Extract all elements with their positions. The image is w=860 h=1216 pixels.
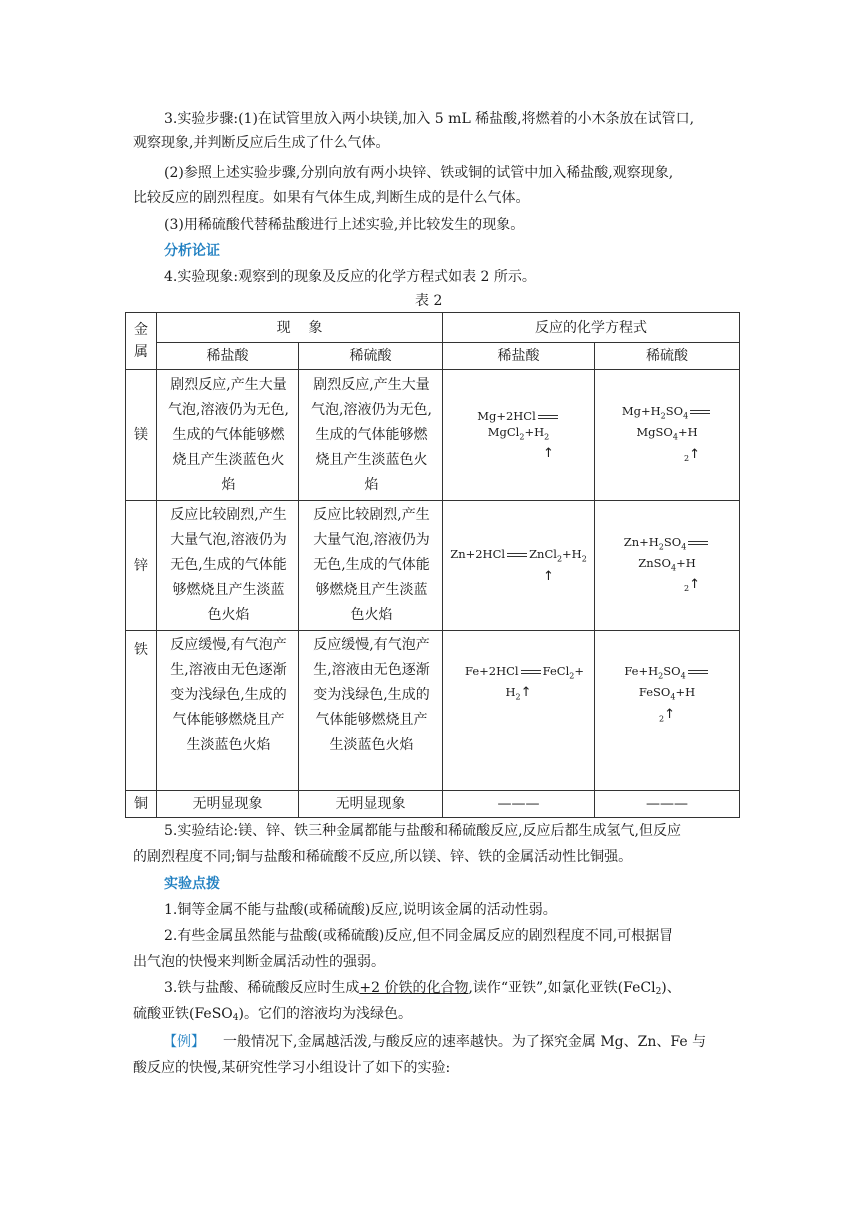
step5-line2: 的剧烈程度不同;铜与盐酸和稀硫酸不反应,所以镁、锌、铁的金属活动性比铜强。 <box>133 849 633 865</box>
subheader-h2so4-eq: 稀硫酸 <box>595 343 740 370</box>
step3-2-line2: 比较反应的剧烈程度。如果有气体生成,判断生成的是什么气体。 <box>133 190 530 206</box>
tip3-sub1: 2 <box>655 987 662 997</box>
h2so4-phenomenon: 剧烈反应,产生大量气泡,溶液仍为无色,生成的气体能够燃烧且产生淡蓝色火焰 <box>299 370 443 501</box>
table-row <box>126 501 740 631</box>
tip3-line2-b: )。它们的溶液均为浅绿色。 <box>238 1006 412 1022</box>
h2so4-equation: $Mg+H_2SO_4MgSO_4+H$ $_2$↑ <box>595 370 740 501</box>
step3-line2: 观察现象,并判断反应后生成了什么气体。 <box>133 135 390 151</box>
tip3-text-a: 3.铁与盐酸、稀硫酸反应时生成 <box>164 980 360 996</box>
example-tag: 【例】 <box>163 1034 205 1050</box>
table-row <box>126 791 740 818</box>
table-row <box>126 631 740 791</box>
hcl-phenomenon: 反应缓慢,有气泡产生,溶液由无色逐渐变为浅绿色,生成的气体能够燃烧且产生淡蓝色火焰 <box>157 631 299 791</box>
tip1: 1.铜等金属不能与盐酸(或稀硫酸)反应,说明该金属的活动性弱。 <box>164 902 557 918</box>
example-line1 <box>163 1031 706 1053</box>
hcl-equation: $Mg+2HClMgCl_2+H_2$ ↑ <box>443 370 595 501</box>
metal-cell: 铁 <box>126 631 157 791</box>
subheader-hcl: 稀盐酸 <box>157 343 299 370</box>
h2so4-equation: ——— <box>595 791 740 818</box>
hcl-phenomenon: 剧烈反应,产生大量气泡,溶液仍为无色,生成的气体能够燃烧且产生淡蓝色火焰 <box>157 370 299 501</box>
header-metal-char2: 属 <box>134 344 148 360</box>
tip3-text-c: )、 <box>661 980 681 996</box>
tip3-line2-a: 硫酸亚铁(FeSO <box>133 1006 233 1022</box>
step5-line1: 5.实验结论:镁、锌、铁三种金属都能与盐酸和稀硫酸反应,反应后都生成氢气,但反应 <box>164 823 681 839</box>
metal-cell: 铜 <box>126 791 157 818</box>
metal-cell: 镁 <box>126 370 157 501</box>
hcl-equation: Fe+2HCl FeCl$_2$+ $H_2↑$ <box>443 631 595 791</box>
tip2-line2: 出气泡的快慢来判断金属活动性的强弱。 <box>133 954 385 970</box>
header-phenomenon-text: 现 象 <box>276 319 323 336</box>
experiment-table <box>125 312 740 818</box>
h2so4-phenomenon: 反应比较剧烈,产生大量气泡,溶液仍为无色,生成的气体能够燃烧且产生淡蓝色火焰 <box>299 501 443 631</box>
h2so4-phenomenon: 反应缓慢,有气泡产生,溶液由无色逐渐变为浅绿色,生成的气体能够燃烧且产生淡蓝色火焰 <box>299 631 443 791</box>
tip3-underlined: +2 价铁的化合物 <box>359 980 469 996</box>
tip2-line1: 2.有些金属虽然能与盐酸(或稀硫酸)反应,但不同金属反应的剧烈程度不同,可根据冒 <box>164 928 674 944</box>
h2so4-equation: $Zn+H_2SO_4ZnSO_4+H$ $_2$↑ <box>595 501 740 631</box>
header-metal-char1: 金 <box>134 322 148 338</box>
h2so4-phenomenon: 无明显现象 <box>299 791 443 818</box>
table-row <box>126 370 740 501</box>
step3-3: (3)用稀硫酸代替稀盐酸进行上述实验,并比较发生的现象。 <box>164 217 525 233</box>
h2so4-equation: $Fe+H_2SO_4FeSO_4+H$ $_2$↑ <box>595 631 740 791</box>
tip3-line1 <box>164 977 681 1003</box>
hcl-equation: Zn+2HCl $ZnCl_2+H_2$ ↑ <box>443 501 595 631</box>
hcl-phenomenon: 无明显现象 <box>157 791 299 818</box>
tip3-text-b: ,读作“亚铁”,如氯化亚铁(FeCl <box>468 980 656 996</box>
tip3-sub2: 4 <box>232 1013 239 1023</box>
step3-line1: 3.实验步骤:(1)在试管里放入两小块镁,加入 5 mL 稀盐酸,将燃着的小木条放在试管口, <box>164 111 695 127</box>
metal-cell: 锌 <box>126 501 157 631</box>
header-metal <box>126 313 157 370</box>
example-line2: 酸反应的快慢,某研究性学习小组设计了如下的实验: <box>133 1060 451 1076</box>
tip3-line2 <box>133 1003 412 1029</box>
step3-2-line1: (2)参照上述实验步骤,分别向放有两小块锌、铁或铜的试管中加入稀盐酸,观察现象, <box>164 165 674 181</box>
example-text: 一般情况下,金属越活泼,与酸反应的速率越快。为了探究金属 Mg、Zn、Fe 与 <box>223 1034 707 1050</box>
header-equation: 反应的化学方程式 <box>443 313 740 343</box>
header-phenomenon <box>157 313 443 343</box>
hcl-equation: ——— <box>443 791 595 818</box>
step4: 4.实验现象:观察到的现象及反应的化学方程式如表 2 所示。 <box>164 269 536 285</box>
table-caption: 表 2 <box>415 293 443 309</box>
subheader-h2so4: 稀硫酸 <box>299 343 443 370</box>
heading-tips: 实验点拨 <box>164 876 220 892</box>
heading-analysis: 分析论证 <box>164 243 220 259</box>
subheader-hcl-eq: 稀盐酸 <box>443 343 595 370</box>
hcl-phenomenon: 反应比较剧烈,产生大量气泡,溶液仍为无色,生成的气体能够燃烧且产生淡蓝色火焰 <box>157 501 299 631</box>
